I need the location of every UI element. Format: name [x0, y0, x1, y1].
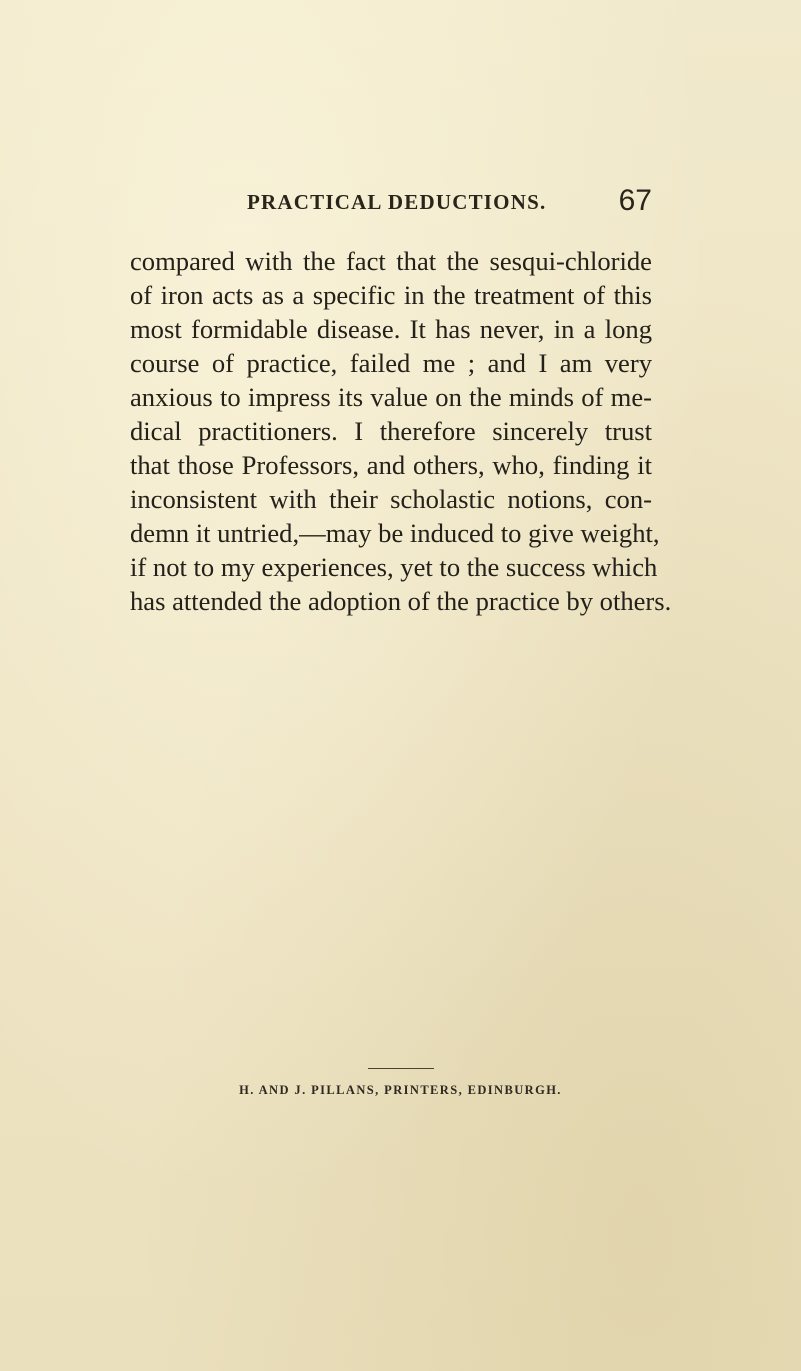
- text-line: most formidable disease. It has never, in a long: [130, 314, 652, 344]
- imprint-divider: [368, 1068, 434, 1069]
- text-line: compared with the fact that the sesqui-chloride: [130, 246, 652, 276]
- running-title: PRACTICAL DEDUCTIONS.: [247, 190, 547, 214]
- text-line: that those Professors, and others, who, finding it: [130, 450, 652, 480]
- text-line: dical practitioners. I therefore sincerely trust: [130, 416, 652, 446]
- text-line: if not to my experiences, yet to the success which: [130, 552, 658, 582]
- text-line: course of practice, failed me ; and I am very: [130, 348, 652, 378]
- text-line: demn it untried,—may be induced to give weight,: [130, 518, 660, 548]
- page-number: 67: [618, 184, 652, 217]
- text-line: has attended the adoption of the practice by others.: [130, 586, 672, 616]
- running-head: [130, 184, 652, 222]
- text-line: inconsistent with their scholastic notions, con-: [130, 484, 652, 514]
- printer-imprint: H. AND J. PILLANS, PRINTERS, EDINBURGH.: [239, 1083, 562, 1097]
- body-paragraph: [130, 244, 672, 618]
- text-line: of iron acts as a specific in the treatment of this: [130, 280, 652, 310]
- text-line: anxious to impress its value on the minds of me-: [130, 382, 652, 412]
